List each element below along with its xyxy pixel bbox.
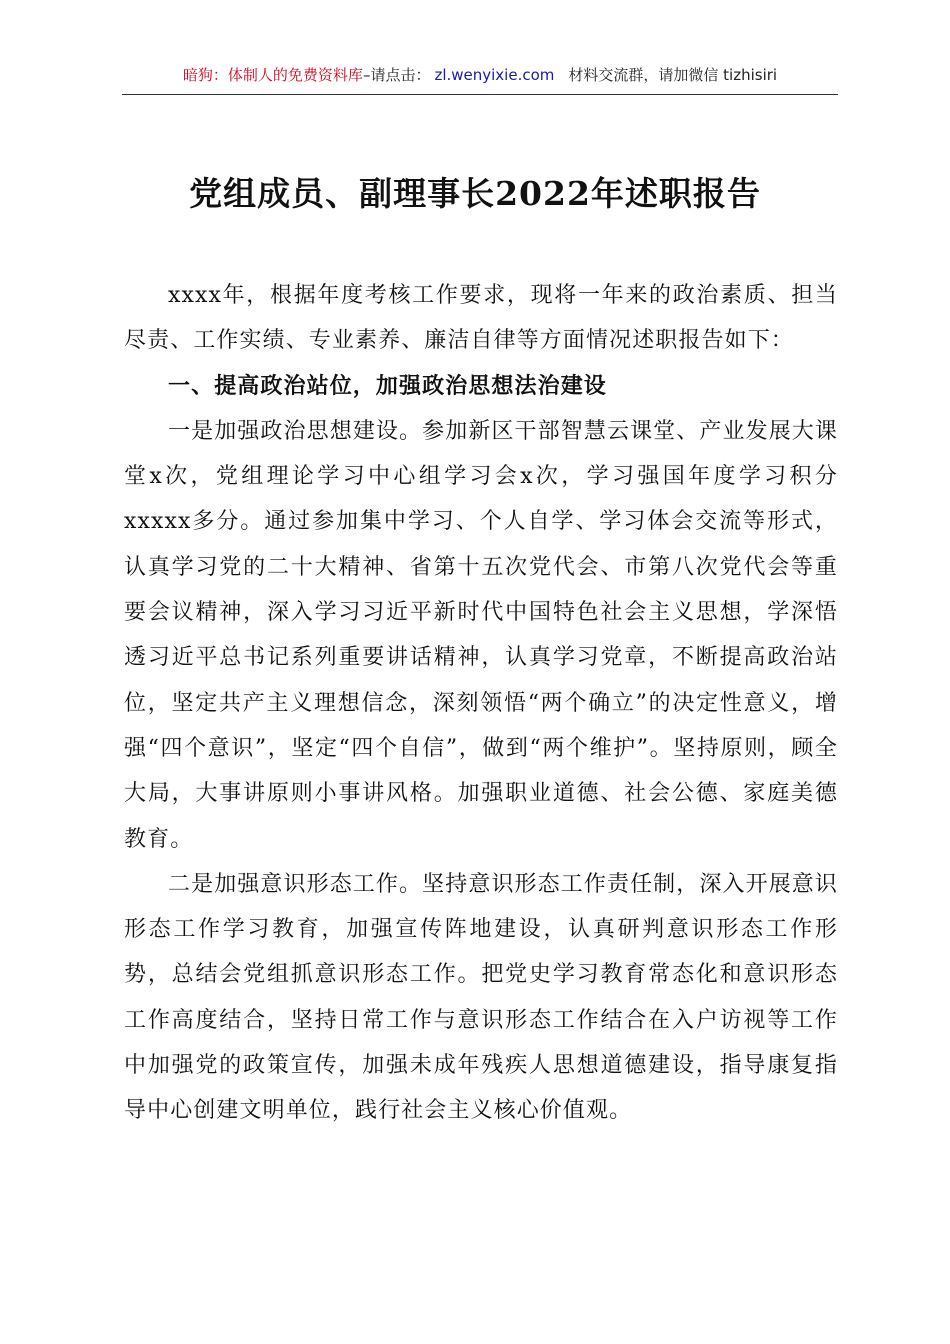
- body-paragraph: 二是加强意识形态工作。坚持意识形态工作责任制，深入开展意识形态工作学习教育，加强宣传阵地建设，认真研判意识形态工作形势，总结会党组抓意识形态工作。把党史学习教育常态化和意识形态工作高度结合，坚持日常工作与意识形态工作结合在入户访视等工作中加强党的政策宣传，加强未成年残疾人思想道德建设，指导康复指导中心创建文明单位，践行社会主义核心价值观。: [124, 871, 838, 1124]
- section-heading: 一、提高政治站位，加强政治思想法治建设: [168, 373, 607, 399]
- intro-paragraph: xxxx年，根据年度考核工作要求，现将一年来的政治素质、担当尽责、工作实绩、专业素养、廉洁自律等方面情况述职报告如下：: [124, 283, 838, 354]
- header-wechat-note: 材料交流群，请加微信 tizhisiri: [568, 66, 778, 84]
- document-title: 党组成员、副理事长2022年述职报告: [189, 174, 761, 213]
- body-paragraph: 一是加强政治思想建设。参加新区干部智慧云课堂、产业发展大课堂x次，党组理论学习中心组学习会x次，学习强国年度学习积分xxxxx多分。通过参加集中学习、个人自学、学习体会交流等形式，认真学习党的二十大精神、省第十五次党代会、市第八次党代会等重要会议精神，深入学习习近平新时代中国特色社会主义思想，学深悟透习近平总书记系列重要讲话精神，认真学习党章，不断提高政治站位，坚定共产主义理想信念，深刻领悟“两个确立”的决定性意义，增强“四个意识”，坚定“四个自信”，做到“两个维护”。坚持原则，顾全大局，大事讲原则小事讲风格。加强职业道德、社会公德、家庭美德教育。: [124, 418, 838, 852]
- header-click-prompt: –请点击：: [362, 66, 431, 84]
- header-site-name: 暗狗：体制人的免费资料库: [182, 66, 363, 84]
- page-header: [122, 60, 838, 95]
- document-body: [124, 273, 838, 1134]
- header-url-link[interactable]: zl.wenyixie.com: [434, 66, 555, 84]
